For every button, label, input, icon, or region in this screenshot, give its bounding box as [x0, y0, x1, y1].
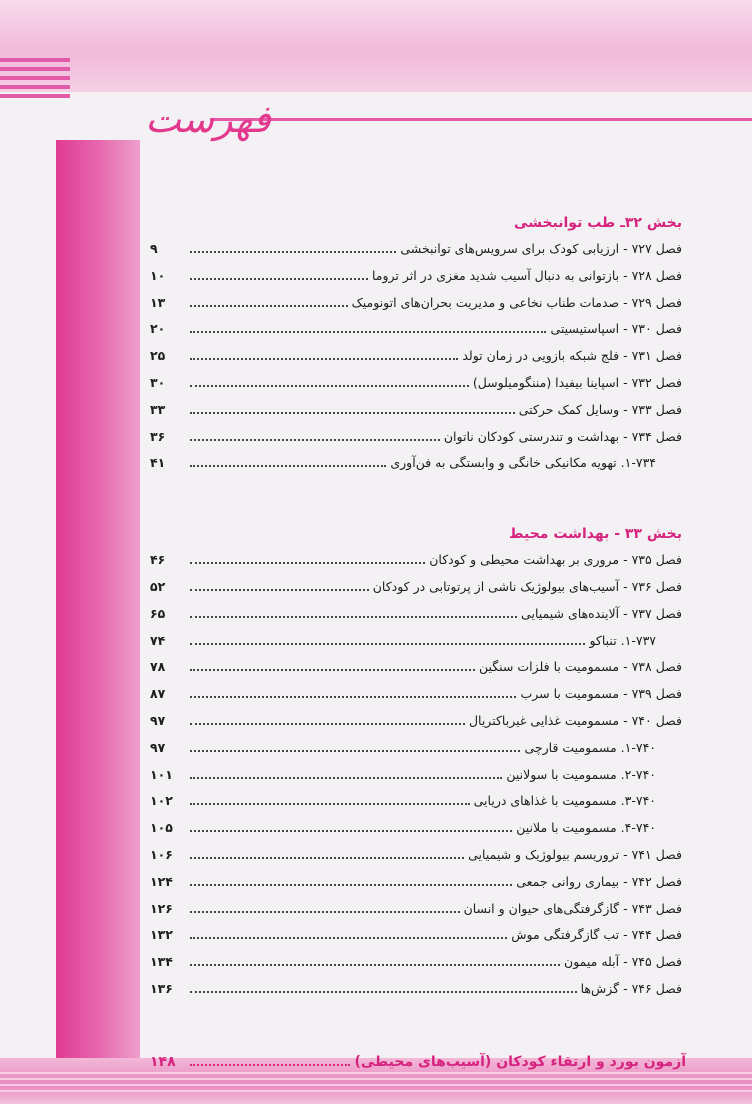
- toc-entry[interactable]: [150, 681, 686, 708]
- section-32-list: [150, 236, 686, 477]
- entry-title: ۴-۷۴۰. مسمومیت با ملانین: [516, 820, 656, 836]
- dot-leader: [190, 883, 512, 886]
- entry-title: فصل ۷۲۸ - بازتوانی به دنبال آسیب شدید مغزی در اثر تروما: [371, 267, 682, 283]
- entry-title: فصل ۷۴۶ - گزش‌ها: [580, 980, 682, 996]
- toc-entry[interactable]: [150, 397, 686, 424]
- dot-leader: [190, 1063, 350, 1066]
- toc-entry[interactable]: [150, 343, 686, 370]
- dot-leader: [190, 642, 585, 645]
- toc-entry[interactable]: [150, 815, 686, 842]
- dot-leader: [190, 588, 369, 591]
- dot-leader: [190, 250, 396, 253]
- toc-entry[interactable]: [150, 628, 686, 655]
- section-heading-32: بخش ۳۲ـ طب توانبخشی: [514, 215, 682, 231]
- toc-entry[interactable]: [150, 370, 686, 397]
- toc-entry[interactable]: [150, 574, 686, 601]
- dot-leader: [190, 330, 546, 333]
- entry-page-number: ۳۰: [150, 374, 166, 390]
- toc-entry[interactable]: [150, 290, 686, 317]
- dot-leader: [190, 277, 368, 280]
- entry-title: فصل ۷۴۳ - گازگرفتگی‌های حیوان و انسان: [463, 900, 682, 916]
- entry-title: فصل ۷۴۲ - بیماری روانی جمعی: [516, 873, 682, 889]
- entry-title: ۱-۷۳۷. تنباکو: [589, 632, 656, 648]
- entry-title: فصل ۷۳۳ - وسایل کمک حرکتی: [518, 401, 682, 417]
- entry-title: فصل ۷۳۶ - آسیب‌های بیولوژیک ناشی از پرتوتابی در کودکان: [372, 578, 682, 594]
- entry-page-number: ۱۳۲: [150, 927, 173, 943]
- dot-leader: [190, 856, 464, 859]
- entry-title: ۱-۷۳۴. تهویه مکانیکی خانگی و وابستگی به فن‌آوری: [390, 455, 656, 471]
- entry-page-number: ۱۳: [150, 294, 166, 310]
- toc-entry[interactable]: [150, 601, 686, 628]
- dot-leader: [190, 357, 458, 360]
- toc-entry[interactable]: [150, 842, 686, 869]
- exam-page-number: ۱۴۸: [150, 1053, 176, 1070]
- dot-leader: [190, 615, 517, 618]
- dot-leader: [190, 464, 386, 467]
- entry-title: فصل ۷۳۸ - مسمومیت با فلزات سنگین: [478, 659, 682, 675]
- entry-page-number: ۲۰: [150, 321, 166, 337]
- entry-page-number: ۱۳۶: [150, 980, 173, 996]
- entry-title: فصل ۷۳۰ - اسپاستیسیتی: [550, 321, 682, 337]
- dot-leader: [190, 749, 520, 752]
- table-of-contents: [150, 210, 686, 1077]
- entry-title: ۲-۷۴۰. مسمومیت با سولانین: [506, 766, 656, 782]
- toc-entry[interactable]: [150, 976, 686, 1003]
- entry-page-number: ۷۸: [150, 659, 166, 675]
- entry-page-number: ۹۷: [150, 739, 166, 755]
- toc-entry[interactable]: [150, 450, 686, 477]
- dot-leader: [190, 561, 425, 564]
- toc-entry[interactable]: [150, 762, 686, 789]
- toc-entry[interactable]: [150, 869, 686, 896]
- entry-title: ۳-۷۴۰. مسمومیت با غذاهای دریایی: [473, 793, 656, 809]
- entry-title: فصل ۷۴۱ - تروریسم بیولوژیک و شیمیایی: [468, 846, 682, 862]
- entry-title: فصل ۷۲۷ - ارزیابی کودک برای سرویس‌های توانبخشی: [400, 241, 682, 256]
- toc-entry[interactable]: [150, 788, 686, 815]
- toc-entry[interactable]: [150, 547, 686, 574]
- dot-leader: [190, 910, 460, 913]
- entry-title: فصل ۷۴۴ - تب گازگرفتگی موش: [511, 927, 682, 943]
- entry-page-number: ۱۰۵: [150, 820, 173, 836]
- entry-title: فصل ۷۳۵ - مروری بر بهداشت محیطی و کودکان: [429, 552, 682, 568]
- entry-page-number: ۷۴: [150, 632, 166, 648]
- entry-page-number: ۳۶: [150, 428, 166, 444]
- entry-page-number: ۱۲۶: [150, 900, 173, 916]
- dot-leader: [190, 668, 475, 671]
- dot-leader: [190, 776, 502, 779]
- entry-page-number: ۸۷: [150, 686, 166, 702]
- entry-title: فصل ۷۴۵ - آبله میمون: [564, 954, 682, 970]
- toc-entry[interactable]: [150, 263, 686, 290]
- dot-leader: [190, 384, 469, 387]
- dot-leader: [190, 936, 507, 939]
- entry-page-number: ۵۲: [150, 578, 166, 594]
- entry-page-number: ۴۱: [150, 455, 166, 471]
- toc-entry[interactable]: [150, 316, 686, 343]
- entry-page-number: ۱۰۱: [150, 766, 173, 782]
- title-underline: [210, 118, 752, 121]
- entry-page-number: ۴۶: [150, 552, 166, 568]
- page-title: فهرست: [145, 97, 271, 141]
- dot-leader: [190, 802, 470, 805]
- dot-leader: [190, 695, 516, 698]
- toc-entry[interactable]: [150, 424, 686, 451]
- section-33-list: [150, 547, 686, 1003]
- dot-leader: [190, 990, 577, 993]
- exam-title: آزمون بورد و ارتقاء کودکان (آسیب‌های محیطی): [354, 1053, 686, 1070]
- toc-entry[interactable]: [150, 922, 686, 949]
- section-heading-33: بخش ۳۳ - بهداشت محیط: [509, 526, 682, 543]
- entry-page-number: ۱۰: [150, 267, 166, 283]
- entry-title: فصل ۷۳۱ - فلج شبکه بازویی در زمان تولد: [462, 348, 682, 364]
- entry-page-number: ۳۳: [150, 401, 166, 417]
- entry-page-number: ۱۲۴: [150, 873, 173, 889]
- entry-page-number: ۶۵: [150, 605, 166, 621]
- toc-entry[interactable]: [150, 654, 686, 681]
- toc-entry[interactable]: [150, 896, 686, 923]
- entry-title: فصل ۷۳۴ - بهداشت و تندرستی کودکان ناتوان: [443, 428, 682, 444]
- entry-page-number: ۱۰۶: [150, 846, 173, 862]
- entry-page-number: ۹۷: [150, 712, 166, 728]
- entry-title: فصل ۷۳۲ - اسپاینا بیفیدا (مننگومیلوسل): [472, 374, 682, 390]
- entry-title: فصل ۷۳۹ - مسمومیت با سرب: [520, 686, 682, 702]
- top-decorative-band: [0, 0, 752, 92]
- dot-leader: [190, 438, 440, 441]
- toc-entry[interactable]: [150, 236, 686, 263]
- entry-title: فصل ۷۲۹ - صدمات طناب نخاعی و مدیریت بحران‌های اتونومیک: [351, 294, 682, 310]
- entry-page-number: ۱۰۲: [150, 793, 173, 809]
- top-left-stripes: [0, 58, 70, 118]
- entry-page-number: ۱۳۴: [150, 954, 173, 970]
- dot-leader: [190, 963, 560, 966]
- toc-entry[interactable]: [150, 949, 686, 976]
- entry-page-number: ۲۵: [150, 348, 166, 364]
- dot-leader: [190, 722, 465, 725]
- entry-title: ۱-۷۴۰. مسمومیت قارچی: [524, 739, 656, 755]
- exam-entry[interactable]: [150, 1047, 686, 1077]
- left-decorative-bar: [56, 140, 140, 1076]
- dot-leader: [190, 411, 515, 414]
- entry-title: فصل ۷۳۷ - آلاینده‌های شیمیایی: [521, 605, 682, 621]
- entry-page-number: ۹: [150, 241, 158, 256]
- dot-leader: [190, 304, 348, 307]
- toc-entry[interactable]: [150, 735, 686, 762]
- dot-leader: [190, 829, 512, 832]
- toc-entry[interactable]: [150, 708, 686, 735]
- entry-title: فصل ۷۴۰ - مسمومیت غذایی غیرباکتریال: [468, 712, 682, 728]
